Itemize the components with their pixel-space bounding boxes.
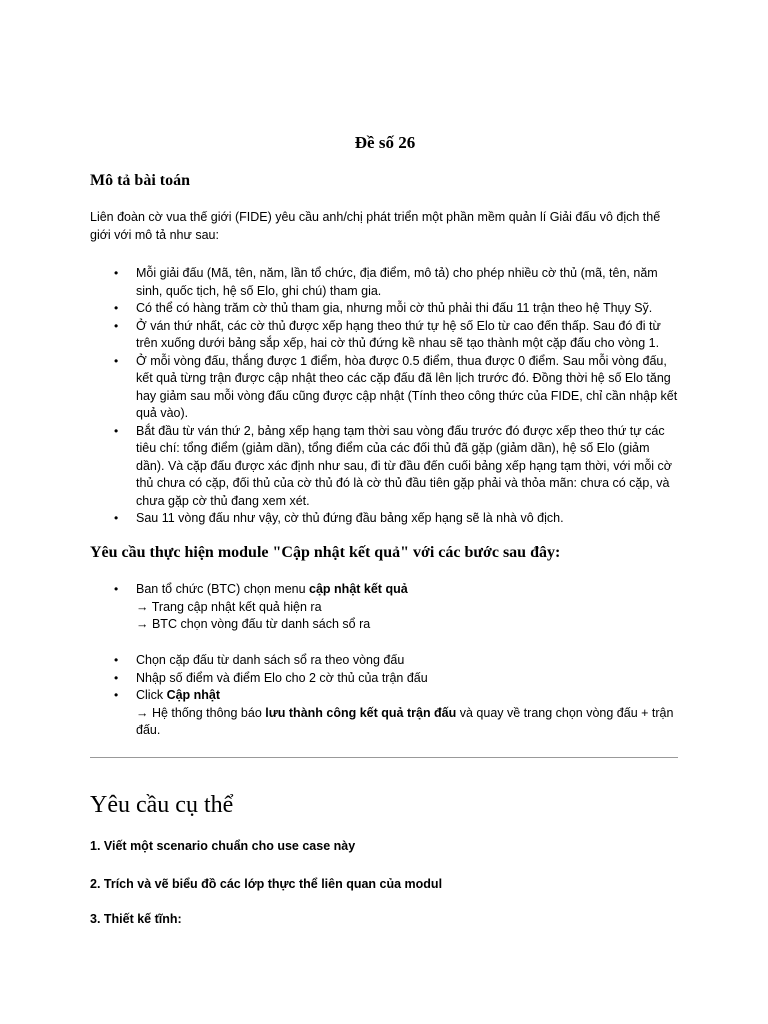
document-title: Đề số 26 <box>354 133 416 152</box>
step-item <box>90 687 680 740</box>
requirement-item: 2. Trích và vẽ biểu đồ các lớp thực thể liên quan của modul <box>90 877 443 891</box>
step-subline-bold: lưu thành công kết quả trận đấu <box>265 705 457 720</box>
step-bold: cập nhật kết quả <box>309 582 408 596</box>
description-list <box>90 265 680 528</box>
list-item: • Có thể có hàng trăm cờ thủ tham gia, nhưng mỗi cờ thủ phải thi đấu 11 trận theo hệ Thụy Sỹ. <box>90 300 680 318</box>
list-item: • Ở ván thứ nhất, các cờ thủ được xếp hạng theo thứ tự hệ số Elo từ cao đến thấp. Sau đó đi từ trên xuống dưới bảng sắp xếp, hai cờ thủ đứng kề nhau sẽ tạo thành một cặp đấu cho vòng 1. <box>90 318 680 353</box>
problem-description-heading: Mô tả bài toán <box>90 172 190 189</box>
step-subline-text: → Hệ thống thông báo <box>136 705 266 720</box>
specific-requirements-heading: Yêu cầu cụ thể <box>90 792 234 818</box>
intro-paragraph: Liên đoàn cờ vua thế giới (FIDE) yêu cầu anh/chị phát triển một phần mềm quản lí Giải đấu vô địch thế giới với mô tả như sau: <box>90 210 661 242</box>
step-subline: → Trang cập nhật kết quả hiện ra <box>136 599 322 614</box>
list-item: • Sau 11 vòng đấu như vậy, cờ thủ đứng đầu bảng xếp hạng sẽ là nhà vô địch. <box>90 510 680 528</box>
step-bold: Cập nhật <box>166 688 221 702</box>
step-item <box>90 581 680 634</box>
step-subline: → BTC chọn vòng đấu từ danh sách sổ ra <box>136 617 371 631</box>
steps-list-1 <box>90 581 680 634</box>
module-requirements-heading: Yêu cầu thực hiện module "Cập nhật kết quả" với các bước sau đây: <box>90 544 561 561</box>
horizontal-divider <box>90 757 678 758</box>
list-item: • Ở mỗi vòng đấu, thắng được 1 điểm, hòa được 0.5 điểm, thua được 0 điểm. Sau mỗi vòng đấu, kết quả từng trận được cập nhật theo các cặp đấu đã lên lịch trước đó. Đồng thời hệ số Elo tăng hay giảm sau mỗi vòng đấu cũng được cập nhật (Tính theo công thức của FIDE, chỉ cần nhập kết quả vào). <box>90 353 680 423</box>
list-item: • Bắt đầu từ ván thứ 2, bảng xếp hạng tạm thời sau vòng đấu trước đó được xếp theo thứ tự các tiêu chí: tổng điểm (giảm dần), tổng điểm của các đối thủ đã gặp (giảm dần), hệ số Elo (giảm dần). Và cặp đấu được xác định như sau, đi từ đầu đến cuối bảng xếp hạng tạm thời, với mỗi cờ thủ chưa có cặp, đối thủ của cờ thủ đó là cờ thủ đầu tiên gặp phải và thỏa mãn: chưa có cặp, và chưa gặp cờ thủ đang xem xét. <box>90 423 680 511</box>
step-text: Click <box>136 688 167 702</box>
requirement-item: 3. Thiết kế tĩnh: <box>90 912 182 926</box>
requirement-item: 1. Viết một scenario chuẩn cho use case này <box>90 839 356 853</box>
step-item: • Nhập số điểm và điểm Elo cho 2 cờ thủ của trận đấu <box>90 670 680 688</box>
step-item: • Chọn cặp đấu từ danh sách sổ ra theo vòng đấu <box>90 652 680 670</box>
list-item: • Mỗi giải đấu (Mã, tên, năm, lần tổ chức, địa điểm, mô tả) cho phép nhiều cờ thủ (mã, tên, năm sinh, quốc tịch, hệ số Elo, ghi chú) tham gia. <box>90 265 680 300</box>
steps-list-2 <box>90 652 680 740</box>
step-subline <box>136 705 680 740</box>
step-text: Ban tổ chức (BTC) chọn menu <box>136 582 310 596</box>
step-subline-suffix: và quay về trang chọn vòng đấu + trận đấu. <box>136 705 674 737</box>
